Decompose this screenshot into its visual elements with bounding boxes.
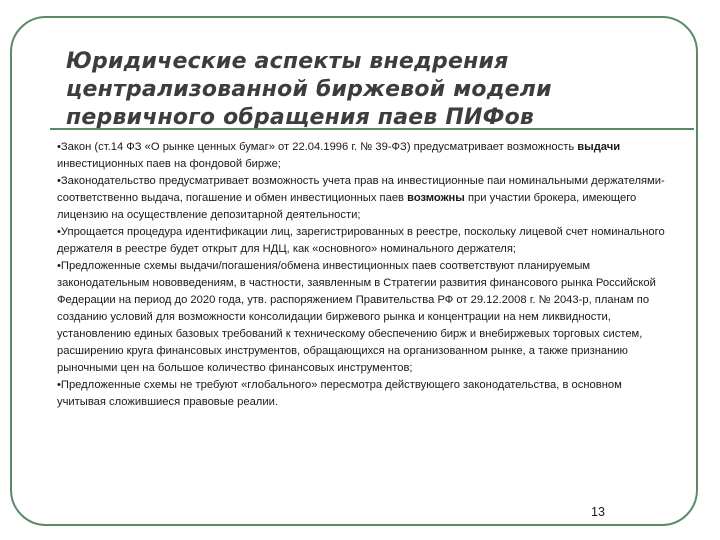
title-line-2: централизованной биржевой модели (66, 77, 552, 102)
page-number: 13 (591, 505, 605, 519)
bullet-law-issuance (57, 139, 672, 173)
bullet-text: инвестиционных паев на фондовой бирже; (57, 158, 281, 170)
bullet-emphasis: возможны (407, 192, 465, 204)
bullet-text: •Предложенные схемы не требуют «глобального» пересмотра действующего законодательства, в основном учитывая сложившиеся правовые реалии. (57, 379, 622, 408)
bullet-strategy (57, 258, 672, 377)
bullet-emphasis: выдачи (577, 141, 621, 153)
bullet-text: •Закон (ст.14 ФЗ «О рынке ценных бумаг» от 22.04.1996 г. № 39-ФЗ) предусматривает возможность (57, 141, 578, 153)
bullet-text: при участии брокера, имеющего лицензию на осуществление депозитарной деятельности; (57, 192, 637, 221)
bullet-text: •Упрощается процедура идентификации лиц, зарегистрированных в реестре, поскольку лицевой счет номинального держателя в реестре будет открыт для НДЦ, как «основного» номинального держателя; (57, 226, 665, 255)
title-line-3: первичного обращения паев ПИФов (66, 105, 535, 130)
title-line-1: Юридические аспекты внедрения (66, 49, 509, 74)
bullet-identification (57, 224, 672, 258)
slide-title (66, 48, 666, 132)
bullet-legislation (57, 377, 672, 411)
slide-body (57, 139, 672, 411)
bullet-text: •Предложенные схемы выдачи/погашения/обмена инвестиционных паев соответствуют планируемым законодательным нововведениям, в частности, заявленным в Стратегии развития финансового рынка Российской Федерации на период до 2020 года, утв. распоряжением Правительства РФ от 29.12.2008 г. № 2043-р, планам по созданию условий для возможности консолидации биржевого рынка и концентрации на нем ликвидности, установлению единых базовых требований к техническому обеспечению бирж и внебиржевых торговых систем, расширению круга финансовых инструментов, обращающихся на организованном рынке, а также признанию рыночными цен на большое количество финансовых инструментов; (57, 260, 656, 374)
title-underline (50, 128, 694, 130)
bullet-nominee-holders (57, 173, 672, 224)
bullet-text: •Законодательство предусматривает возможность учета прав на инвестиционные паи номинальными держателями- соответственно выдача, погашение и обмен инвестиционных паев (57, 175, 665, 204)
